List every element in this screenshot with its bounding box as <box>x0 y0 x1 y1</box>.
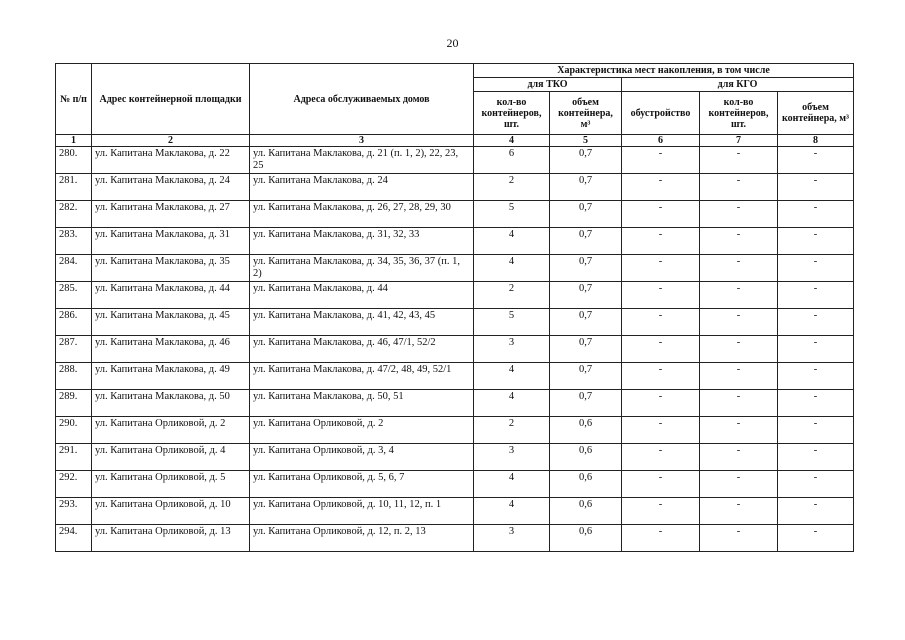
tko-container-count: 4 <box>474 228 550 255</box>
served-houses: ул. Капитана Орликовой, д. 2 <box>250 417 474 444</box>
table-header <box>56 64 854 147</box>
kgo-container-volume: - <box>778 282 854 309</box>
tko-container-volume: 0,7 <box>550 147 622 174</box>
table-row <box>56 525 854 552</box>
kgo-container-volume: - <box>778 309 854 336</box>
header-kgo-volume: объем контейнера, м³ <box>778 92 854 135</box>
kgo-arrangement: - <box>622 444 700 471</box>
kgo-container-count: - <box>700 444 778 471</box>
served-houses: ул. Капитана Маклакова, д. 50, 51 <box>250 390 474 417</box>
tko-container-count: 3 <box>474 444 550 471</box>
kgo-arrangement: - <box>622 282 700 309</box>
table-row <box>56 390 854 417</box>
served-houses: ул. Капитана Маклакова, д. 31, 32, 33 <box>250 228 474 255</box>
kgo-container-count: - <box>700 282 778 309</box>
tko-container-volume: 0,6 <box>550 498 622 525</box>
served-houses: ул. Капитана Орликовой, д. 3, 4 <box>250 444 474 471</box>
kgo-container-volume: - <box>778 255 854 282</box>
kgo-arrangement: - <box>622 417 700 444</box>
tko-container-count: 4 <box>474 498 550 525</box>
kgo-container-volume: - <box>778 498 854 525</box>
row-number: 283. <box>56 228 92 255</box>
table-row <box>56 282 854 309</box>
header-kgo: для КГО <box>622 78 854 92</box>
table-row <box>56 336 854 363</box>
page-number: 20 <box>446 36 459 50</box>
kgo-container-volume: - <box>778 147 854 174</box>
kgo-container-count: - <box>700 498 778 525</box>
site-address: ул. Капитана Орликовой, д. 2 <box>92 417 250 444</box>
kgo-container-count: - <box>700 174 778 201</box>
tko-container-volume: 0,7 <box>550 201 622 228</box>
site-address: ул. Капитана Маклакова, д. 50 <box>92 390 250 417</box>
table-row <box>56 363 854 390</box>
kgo-container-count: - <box>700 201 778 228</box>
header-tko-volume: объем контейнера, м³ <box>550 92 622 135</box>
container-sites-table <box>55 63 854 552</box>
kgo-arrangement: - <box>622 228 700 255</box>
site-address: ул. Капитана Орликовой, д. 13 <box>92 525 250 552</box>
tko-container-count: 2 <box>474 174 550 201</box>
tko-container-count: 6 <box>474 147 550 174</box>
kgo-container-count: - <box>700 363 778 390</box>
kgo-arrangement: - <box>622 390 700 417</box>
table-row <box>56 309 854 336</box>
site-address: ул. Капитана Маклакова, д. 35 <box>92 255 250 282</box>
column-number: 7 <box>700 135 778 147</box>
column-number: 1 <box>56 135 92 147</box>
row-number: 294. <box>56 525 92 552</box>
kgo-container-volume: - <box>778 174 854 201</box>
site-address: ул. Капитана Маклакова, д. 46 <box>92 336 250 363</box>
site-address: ул. Капитана Маклакова, д. 27 <box>92 201 250 228</box>
kgo-container-count: - <box>700 147 778 174</box>
served-houses: ул. Капитана Орликовой, д. 10, 11, 12, п. 1 <box>250 498 474 525</box>
kgo-container-volume: - <box>778 417 854 444</box>
site-address: ул. Капитана Орликовой, д. 5 <box>92 471 250 498</box>
row-number: 281. <box>56 174 92 201</box>
column-number: 2 <box>92 135 250 147</box>
column-number: 3 <box>250 135 474 147</box>
served-houses: ул. Капитана Маклакова, д. 44 <box>250 282 474 309</box>
kgo-container-count: - <box>700 525 778 552</box>
kgo-container-volume: - <box>778 201 854 228</box>
column-number: 4 <box>474 135 550 147</box>
header-kgo-arrangement: обустройство <box>622 92 700 135</box>
site-address: ул. Капитана Орликовой, д. 4 <box>92 444 250 471</box>
row-number: 282. <box>56 201 92 228</box>
row-number: 288. <box>56 363 92 390</box>
tko-container-volume: 0,7 <box>550 228 622 255</box>
served-houses: ул. Капитана Орликовой, д. 5, 6, 7 <box>250 471 474 498</box>
table-row <box>56 471 854 498</box>
row-number: 285. <box>56 282 92 309</box>
tko-container-volume: 0,7 <box>550 255 622 282</box>
row-number: 289. <box>56 390 92 417</box>
served-houses: ул. Капитана Маклакова, д. 46, 47/1, 52/2 <box>250 336 474 363</box>
kgo-arrangement: - <box>622 363 700 390</box>
table-row <box>56 201 854 228</box>
kgo-container-count: - <box>700 228 778 255</box>
tko-container-count: 3 <box>474 336 550 363</box>
served-houses: ул. Капитана Маклакова, д. 21 (п. 1, 2), 22, 23, 25 <box>250 147 474 174</box>
tko-container-volume: 0,7 <box>550 282 622 309</box>
site-address: ул. Капитана Маклакова, д. 45 <box>92 309 250 336</box>
table-row <box>56 255 854 282</box>
table-body <box>56 147 854 552</box>
kgo-arrangement: - <box>622 471 700 498</box>
kgo-container-count: - <box>700 309 778 336</box>
kgo-container-volume: - <box>778 525 854 552</box>
tko-container-volume: 0,7 <box>550 390 622 417</box>
tko-container-count: 4 <box>474 390 550 417</box>
tko-container-count: 3 <box>474 525 550 552</box>
row-number: 293. <box>56 498 92 525</box>
served-houses: ул. Капитана Маклакова, д. 34, 35, 36, 37 (п. 1, 2) <box>250 255 474 282</box>
table-row <box>56 444 854 471</box>
row-number: 284. <box>56 255 92 282</box>
kgo-container-volume: - <box>778 444 854 471</box>
column-number: 5 <box>550 135 622 147</box>
row-number: 280. <box>56 147 92 174</box>
kgo-arrangement: - <box>622 147 700 174</box>
tko-container-count: 4 <box>474 471 550 498</box>
tko-container-volume: 0,6 <box>550 444 622 471</box>
tko-container-volume: 0,7 <box>550 174 622 201</box>
site-address: ул. Капитана Маклакова, д. 49 <box>92 363 250 390</box>
row-number: 286. <box>56 309 92 336</box>
kgo-arrangement: - <box>622 498 700 525</box>
site-address: ул. Капитана Орликовой, д. 10 <box>92 498 250 525</box>
tko-container-volume: 0,7 <box>550 363 622 390</box>
tko-container-volume: 0,6 <box>550 471 622 498</box>
column-number: 8 <box>778 135 854 147</box>
kgo-container-volume: - <box>778 228 854 255</box>
row-number: 292. <box>56 471 92 498</box>
kgo-container-count: - <box>700 471 778 498</box>
tko-container-count: 4 <box>474 363 550 390</box>
tko-container-count: 2 <box>474 417 550 444</box>
kgo-container-count: - <box>700 417 778 444</box>
kgo-container-count: - <box>700 390 778 417</box>
kgo-arrangement: - <box>622 525 700 552</box>
kgo-container-count: - <box>700 255 778 282</box>
served-houses: ул. Капитана Маклакова, д. 24 <box>250 174 474 201</box>
row-number: 287. <box>56 336 92 363</box>
tko-container-volume: 0,7 <box>550 336 622 363</box>
row-number: 290. <box>56 417 92 444</box>
served-houses: ул. Капитана Маклакова, д. 26, 27, 28, 29, 30 <box>250 201 474 228</box>
header-tko-count: кол-во контейнеров, шт. <box>474 92 550 135</box>
column-number: 6 <box>622 135 700 147</box>
site-address: ул. Капитана Маклакова, д. 31 <box>92 228 250 255</box>
header-houses: Адреса обслуживаемых домов <box>250 64 474 135</box>
kgo-container-count: - <box>700 336 778 363</box>
served-houses: ул. Капитана Маклакова, д. 41, 42, 43, 45 <box>250 309 474 336</box>
table-row <box>56 174 854 201</box>
kgo-arrangement: - <box>622 336 700 363</box>
header-site-address: Адрес контейнерной площадки <box>92 64 250 135</box>
kgo-container-volume: - <box>778 336 854 363</box>
header-characteristics: Характеристика мест накопления, в том числе <box>474 64 854 78</box>
table-row <box>56 498 854 525</box>
tko-container-count: 4 <box>474 255 550 282</box>
table-row <box>56 417 854 444</box>
kgo-arrangement: - <box>622 255 700 282</box>
kgo-container-volume: - <box>778 390 854 417</box>
tko-container-count: 5 <box>474 309 550 336</box>
header-tko: для ТКО <box>474 78 622 92</box>
kgo-arrangement: - <box>622 201 700 228</box>
row-number: 291. <box>56 444 92 471</box>
tko-container-volume: 0,6 <box>550 525 622 552</box>
header-kgo-count: кол-во контейнеров, шт. <box>700 92 778 135</box>
tko-container-count: 5 <box>474 201 550 228</box>
site-address: ул. Капитана Маклакова, д. 22 <box>92 147 250 174</box>
column-number-row <box>56 135 854 147</box>
header-num: № п/п <box>56 64 92 135</box>
site-address: ул. Капитана Маклакова, д. 44 <box>92 282 250 309</box>
served-houses: ул. Капитана Маклакова, д. 47/2, 48, 49, 52/1 <box>250 363 474 390</box>
tko-container-volume: 0,6 <box>550 417 622 444</box>
kgo-arrangement: - <box>622 309 700 336</box>
kgo-arrangement: - <box>622 174 700 201</box>
served-houses: ул. Капитана Орликовой, д. 12, п. 2, 13 <box>250 525 474 552</box>
kgo-container-volume: - <box>778 471 854 498</box>
table-row <box>56 147 854 174</box>
tko-container-volume: 0,7 <box>550 309 622 336</box>
site-address: ул. Капитана Маклакова, д. 24 <box>92 174 250 201</box>
table-row <box>56 228 854 255</box>
kgo-container-volume: - <box>778 363 854 390</box>
tko-container-count: 2 <box>474 282 550 309</box>
